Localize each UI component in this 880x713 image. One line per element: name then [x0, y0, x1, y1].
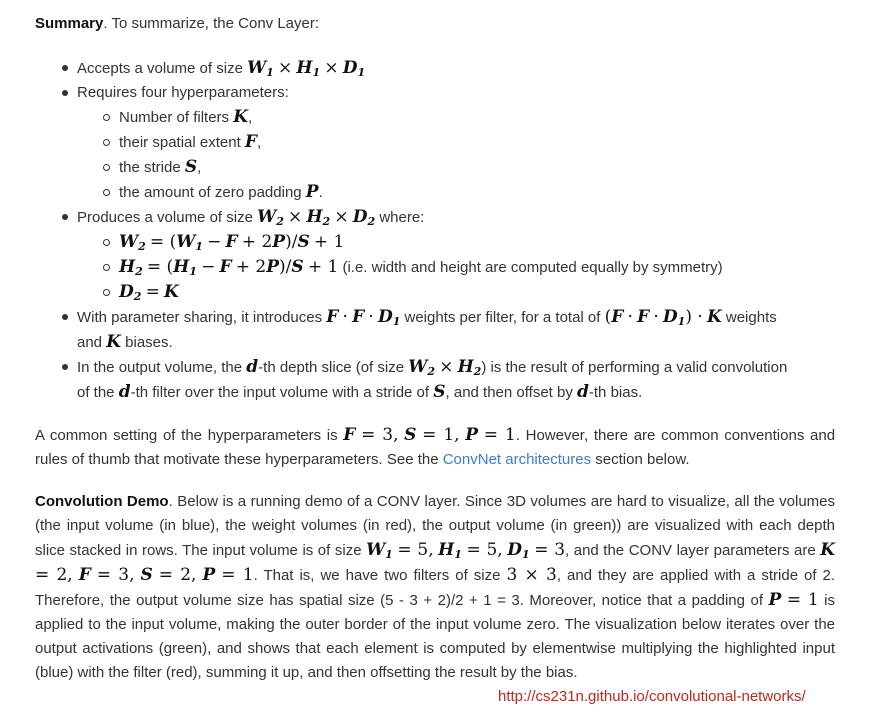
list-item: $D_2 = K$ — [35, 280, 835, 305]
document-body — [35, 12, 835, 685]
list-item: their spatial extent F, — [35, 130, 835, 155]
output-size-list — [77, 230, 835, 305]
convnet-architectures-link[interactable]: ConvNet architectures — [442, 451, 592, 468]
list-item: the stride S, — [35, 155, 835, 180]
list-item: $W_2 = (W_1 - F + 2P)/S + 1$ — [35, 230, 835, 255]
list-item: the amount of zero padding P. — [35, 180, 835, 205]
list-item: Produces a volume of size $W_2 \times H_2 \times D_2$ where: $W_2 = (W_1 - F + 2P)/S + 1$ $H_2 = (H_1 - F + 2P)/S + 1$ (i.e. width and height are computed equally by symmetry) $D_2 = K$ — [35, 205, 835, 305]
source-url-watermark: http://cs231n.github.io/convolutional-networks/ — [498, 688, 806, 705]
list-item: Accepts a volume of size $W_1 \times H_1 \times D_1$ — [35, 56, 835, 81]
summary-heading: Summary — [35, 15, 104, 32]
list-item: $H_2 = (H_1 - F + 2P)/S + 1$ (i.e. width and height are computed equally by symmetry) — [35, 255, 835, 280]
demo-heading: Convolution Demo — [35, 493, 169, 510]
list-item: In the output volume, the d-th depth slice (of size $W_2 \times H_2$) is the result of performing a valid convolution of the d-th filter over the input volume with a stride of S, and then offset by d-th bias. — [35, 355, 835, 405]
list-item: With parameter sharing, it introduces $F \cdot F \cdot D_1$ weights per filter, for a total of $(F \cdot F \cdot D_1) \cdot K$ weights and K biases. — [35, 305, 835, 355]
demo-paragraph: Convolution Demo. Below is a running demo of a CONV layer. Since 3D volumes are hard to visualize, all the volumes (the input volume (in blue), the weight volumes (in red), the output volume (in green)) are visualized with each depth slice stacked in rows. The input volume is of size $W_1 = 5$, $H_1 = 5$, $D_1 = 3$, and the CONV layer parameters are K = 2, F = 3, S = 2, P = 1. That is, we have two filters of size 3 × 3, and they are applied with a stride of 2. Therefore, the output volume size has spatial size (5 - 3 + 2)/2 + 1 = 3. Moreover, notice that a padding of P = 1 is applied to the input volume, making the outer border of the input volume zero. The visualization below iterates over the output activations (green), and shows that each element is computed by elementwise multiplying the highlighted input (blue) with the filter (red), summing it up, and then offsetting the result by the bias. — [35, 493, 836, 681]
list-item: Requires four hyperparameters: Number of filters K, their spatial extent F, the stride S, the amount of zero padding P. — [35, 81, 835, 205]
hyperparameter-list — [77, 105, 835, 205]
setting-paragraph: A common setting of the hyperparameters is F = 3, S = 1, P = 1. However, there are common conventions and rules of thumb that motivate these hyperparameters. See the ConvNet architectures section below. — [35, 425, 836, 468]
summary-list — [35, 56, 835, 405]
summary-intro: Summary. To summarize, the Conv Layer: — [35, 15, 320, 32]
list-item: Number of filters K, — [35, 105, 835, 130]
